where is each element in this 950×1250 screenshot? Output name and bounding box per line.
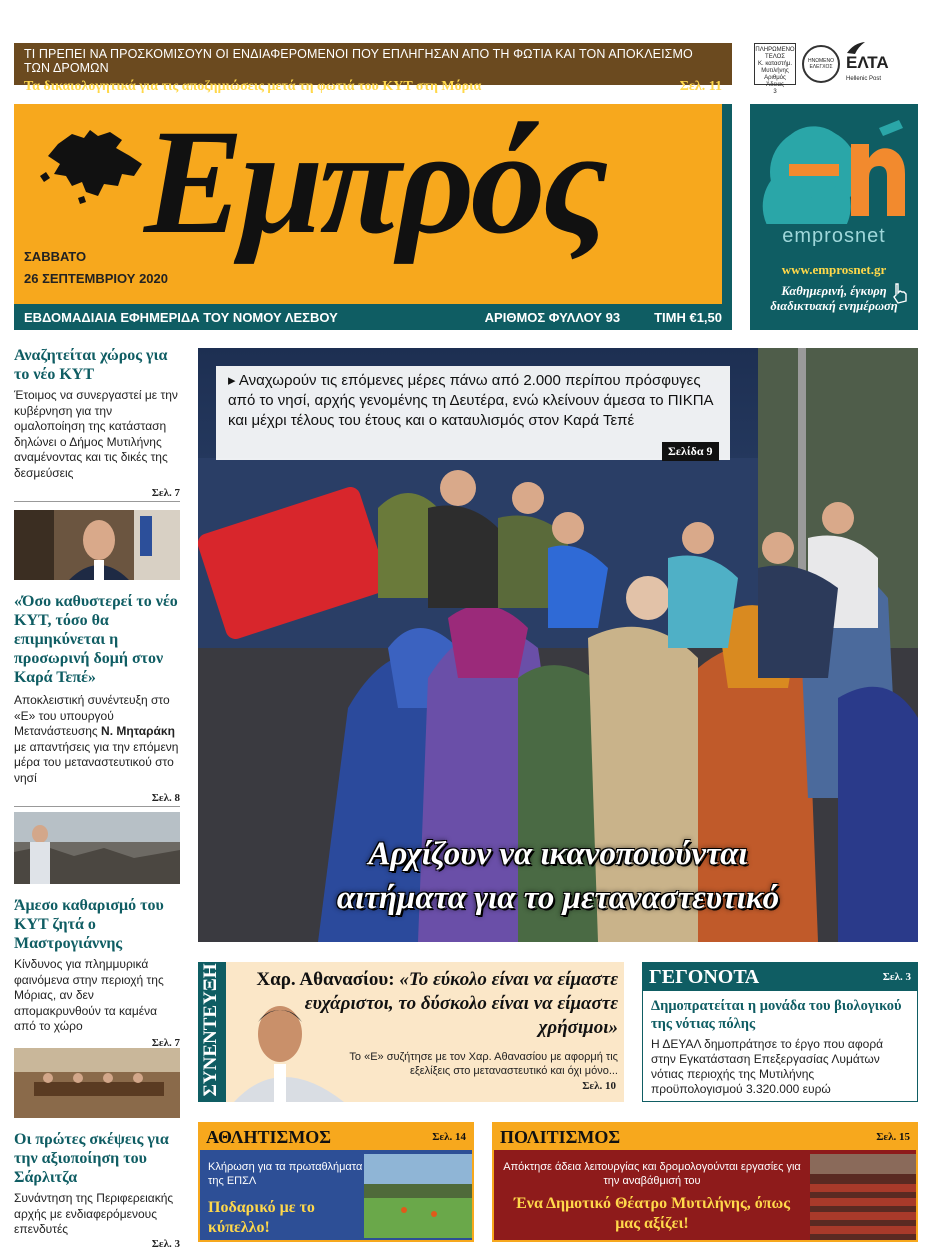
- stamp-line: 3: [773, 89, 777, 95]
- hero-quote-box: [216, 366, 730, 460]
- sidebar-article-2[interactable]: [14, 592, 180, 807]
- top-banner-headline-text: Τα δικαιολογητικά για τις αποζημιώσεις μετά τη φωτιά του ΚΥΤ στη Μόρια: [24, 79, 482, 94]
- top-banner-kicker: ΤΙ ΠΡΕΠΕΙ ΝΑ ΠΡΟΣΚΟΜΙΣΟΥΝ ΟΙ ΕΝΔΙΑΦΕΡΟΜΕΝΟΙ ΠΟΥ ΕΠΛΗΓΗΣΑΝ ΑΠΟ ΤΗ ΦΩΤΙΑ ΚΑΙ ΤΟΝ ΑΠΟΚΛΕΙΣΜΟ ΤΩΝ ΔΡΟΜΩΝ: [24, 47, 693, 75]
- sidebar-article-4[interactable]: [14, 1130, 180, 1250]
- newspaper-subtitle: ΕΒΔΟΜΑΔΙΑΙΑ ΕΦΗΜΕΡΙΔΑ ΤΟΥ ΝΟΜΟΥ ΛΕΣΒΟΥ: [24, 309, 338, 325]
- facts-headline[interactable]: Δημοπρατείται η μονάδα του βιολογικού της νότιας πόλης: [651, 998, 902, 1032]
- interview-page-ref: Σελ. 10: [582, 1080, 616, 1092]
- summary-text: με απαντήσεις για την επόμενη μέρα του μεταναστευτικού στο νησί: [14, 739, 179, 785]
- lesvos-island-icon: [38, 126, 148, 206]
- article-page-ref: Σελ. 3: [14, 1238, 180, 1250]
- tagline-line: Καθημερινή, έγκυρη: [781, 284, 887, 298]
- sports-header: [200, 1124, 472, 1150]
- top-banner[interactable]: [14, 43, 732, 94]
- meeting-photo: [14, 1048, 180, 1118]
- postage-marks: [754, 43, 924, 95]
- sports-section[interactable]: [198, 1122, 474, 1242]
- interviewee-name: Χαρ. Αθανασίου:: [256, 969, 400, 990]
- burned-area-photo: [14, 812, 180, 884]
- emprosnet-brand: emprosnet: [782, 225, 886, 247]
- stamp-line: ΤΕΛΟΣ: [765, 54, 785, 60]
- article-headline[interactable]: «Όσο καθυστερεί το νέο ΚΥΤ, τόσο θα επιμηκύνεται η προσωρινή δομή στον Καρά Τεπέ»: [14, 593, 178, 686]
- issue-day: ΣΑΒΒΑΤΟ: [24, 249, 87, 264]
- top-banner-page: Σελ. 11: [679, 79, 722, 94]
- seal-text: ΗΝΩΜΕΝΟ ΕΛΕΓΧΟΣ: [808, 58, 834, 70]
- sports-headline[interactable]: Ποδαρικό με το κύπελλο!: [208, 1199, 315, 1236]
- interview-quote: [238, 968, 618, 1040]
- facts-header-title: ΓΕΓΟΝΟΤΑ: [649, 965, 760, 988]
- culture-header-title: ΠΟΛΙΤΙΣΜΟΣ: [500, 1126, 621, 1147]
- article-summary: Έτοιμος να συνεργαστεί με την κυβέρνηση για την ομαλοποίηση της κατάσταση δηλώνει ο Δήμος Μυτιλήνης αναμένοντας και τις δικές της δεσμεύσεις: [14, 388, 178, 480]
- issue-price: ΤΙΜΗ €1,50: [654, 309, 722, 325]
- interview-summary: Το «Ε» συζήτησε με τον Χαρ. Αθανασίου με αφορμή τις εξελίξεις στο μεταναστευτικό και όχι μόνο...: [349, 1051, 618, 1077]
- summary-bold-name: Ν. Μηταράκη: [101, 724, 175, 738]
- tagline-line: διαδικτυακή ενημέρωση: [770, 299, 898, 313]
- interview-tab-label: ΣΥΝΕΝΤΕΥΞΗ: [200, 963, 221, 1097]
- headline-line: αιτήματα για το μεταναστευτικό: [336, 880, 780, 916]
- interview-article[interactable]: [226, 962, 624, 1102]
- elta-label: ΕΛΤΑ: [846, 53, 889, 72]
- article-page-ref: Σελ. 7: [14, 487, 180, 502]
- stamp-line: Κ. καταστήμ.: [757, 61, 793, 67]
- elta-logo: [846, 41, 889, 87]
- issue-date: 26 ΣΕΠΤΕΜΒΡΙΟΥ 2020: [24, 271, 168, 286]
- culture-summary: Απόκτησε άδεια λειτουργίας και δρομολογούνται εργασίες για την αναβάθμισή του: [503, 1161, 801, 1187]
- stamp-line: Αριθμός Άδειας: [764, 75, 786, 88]
- postage-paid-stamp: [754, 43, 796, 95]
- main-headline[interactable]: [198, 832, 918, 920]
- hero-quote-text: Αναχωρούν τις επόμενες μέρες πάνω από 2.000 περίπου πρόσφυγες από το νησί, αρχής γενομένης τη Δευτέρα, ενώ κλείνουν άμεσα το ΠΙΚΠΑ και μέχρι τέλους του έτους και ο καταυλισμός στον Καρά Τεπέ: [228, 372, 713, 429]
- postage-seal: [802, 45, 840, 83]
- article-headline[interactable]: Άμεσο καθαρισμό του ΚΥΤ ζητά ο Μαστρογιάννης: [14, 897, 164, 952]
- sidebar-article-1[interactable]: [14, 346, 180, 502]
- culture-headline[interactable]: Ένα Δημοτικό Θέατρο Μυτιλήνης, όπως μας αξίζει!: [514, 1195, 790, 1232]
- article-summary: [14, 693, 180, 786]
- emprosnet-logo-icon: [759, 114, 909, 224]
- bullet-triangle-icon: ▸: [228, 372, 239, 389]
- article-headline[interactable]: Αναζητείται χώρος για το νέο ΚΥΤ: [14, 347, 168, 383]
- facts-section[interactable]: [642, 962, 918, 1102]
- elta-sub: Hellenic Post: [846, 76, 882, 82]
- article-page-ref: Σελ. 8: [14, 792, 180, 807]
- facts-summary: Η ΔΕΥΑΛ δημοπράτησε το έργο που αφορά στην Εγκατάσταση Επεξεργασίας Λυμάτων νότιας περιοχής της Μυτιλήνης προϋπολογισμού 3.320.000 ευρώ: [651, 1037, 884, 1096]
- minister-portrait-image: [14, 510, 180, 580]
- culture-header: [494, 1124, 916, 1150]
- masthead-info-strip: [14, 304, 732, 330]
- meeting-room-image: [14, 1048, 180, 1118]
- burned-area-image: [14, 812, 180, 884]
- emprosnet-ad[interactable]: [750, 104, 918, 330]
- stamp-line: Μυτιλήνης: [761, 68, 789, 74]
- emprosnet-url[interactable]: www.emprosnet.gr: [781, 262, 887, 277]
- sports-header-title: ΑΘΛΗΤΙΣΜΟΣ: [206, 1126, 332, 1147]
- summary-text: Αποκλειστική συνέντευξη στο «Ε» του υπουργού Μετανάστευσης: [14, 693, 170, 738]
- stamp-line: ΠΛΗΡΩΜΕΝΟ: [755, 47, 795, 53]
- newspaper-logo[interactable]: Εμπρός: [144, 104, 605, 265]
- masthead: [14, 104, 732, 304]
- article-headline[interactable]: Οι πρώτες σκέψεις για την αξιοποίηση του Σάρλιτζα: [14, 1131, 169, 1186]
- top-banner-headline: [24, 79, 722, 95]
- football-pitch-image: [364, 1154, 472, 1238]
- theatre-seats-image: [810, 1154, 916, 1240]
- interview-section-tab: [198, 962, 226, 1102]
- headline-line: Αρχίζουν να ικανοποιούνται: [368, 836, 748, 872]
- article-page-ref: Σελ. 7: [14, 1037, 180, 1052]
- interview-quote-text: «Το εύκολο είναι να είμαστε ευχάριστοι, το δύσκολο είναι να είμαστε χρήσιμοι»: [304, 969, 618, 1038]
- issue-number: ΑΡΙΘΜΟΣ ΦΥΛΛΟΥ 93: [484, 309, 621, 325]
- culture-page-ref: Σελ. 15: [876, 1131, 910, 1143]
- minister-photo: [14, 510, 180, 580]
- facts-page-ref: Σελ. 3: [882, 971, 911, 983]
- sidebar-article-3[interactable]: [14, 896, 180, 1052]
- article-summary: Κίνδυνος για πλημμυρικά φαινόμενα στην περιοχή της Μόριας, αν δεν απομακρυνθούν τα καμένα από το χώρο: [14, 957, 164, 1033]
- masthead-accent: [722, 104, 732, 304]
- article-summary: Συνάντηση της Περιφερειακής αρχής με ενδιαφερόμενους επενδυτές: [14, 1191, 174, 1236]
- sports-summary: Κλήρωση για τα πρωταθλήματα της ΕΠΣΛ: [208, 1161, 363, 1187]
- pointer-hand-icon: [890, 282, 910, 304]
- culture-section[interactable]: [492, 1122, 918, 1242]
- sports-page-ref: Σελ. 14: [432, 1131, 466, 1143]
- facts-header: [643, 963, 917, 991]
- hero-page-ref: Σελίδα 9: [662, 442, 719, 461]
